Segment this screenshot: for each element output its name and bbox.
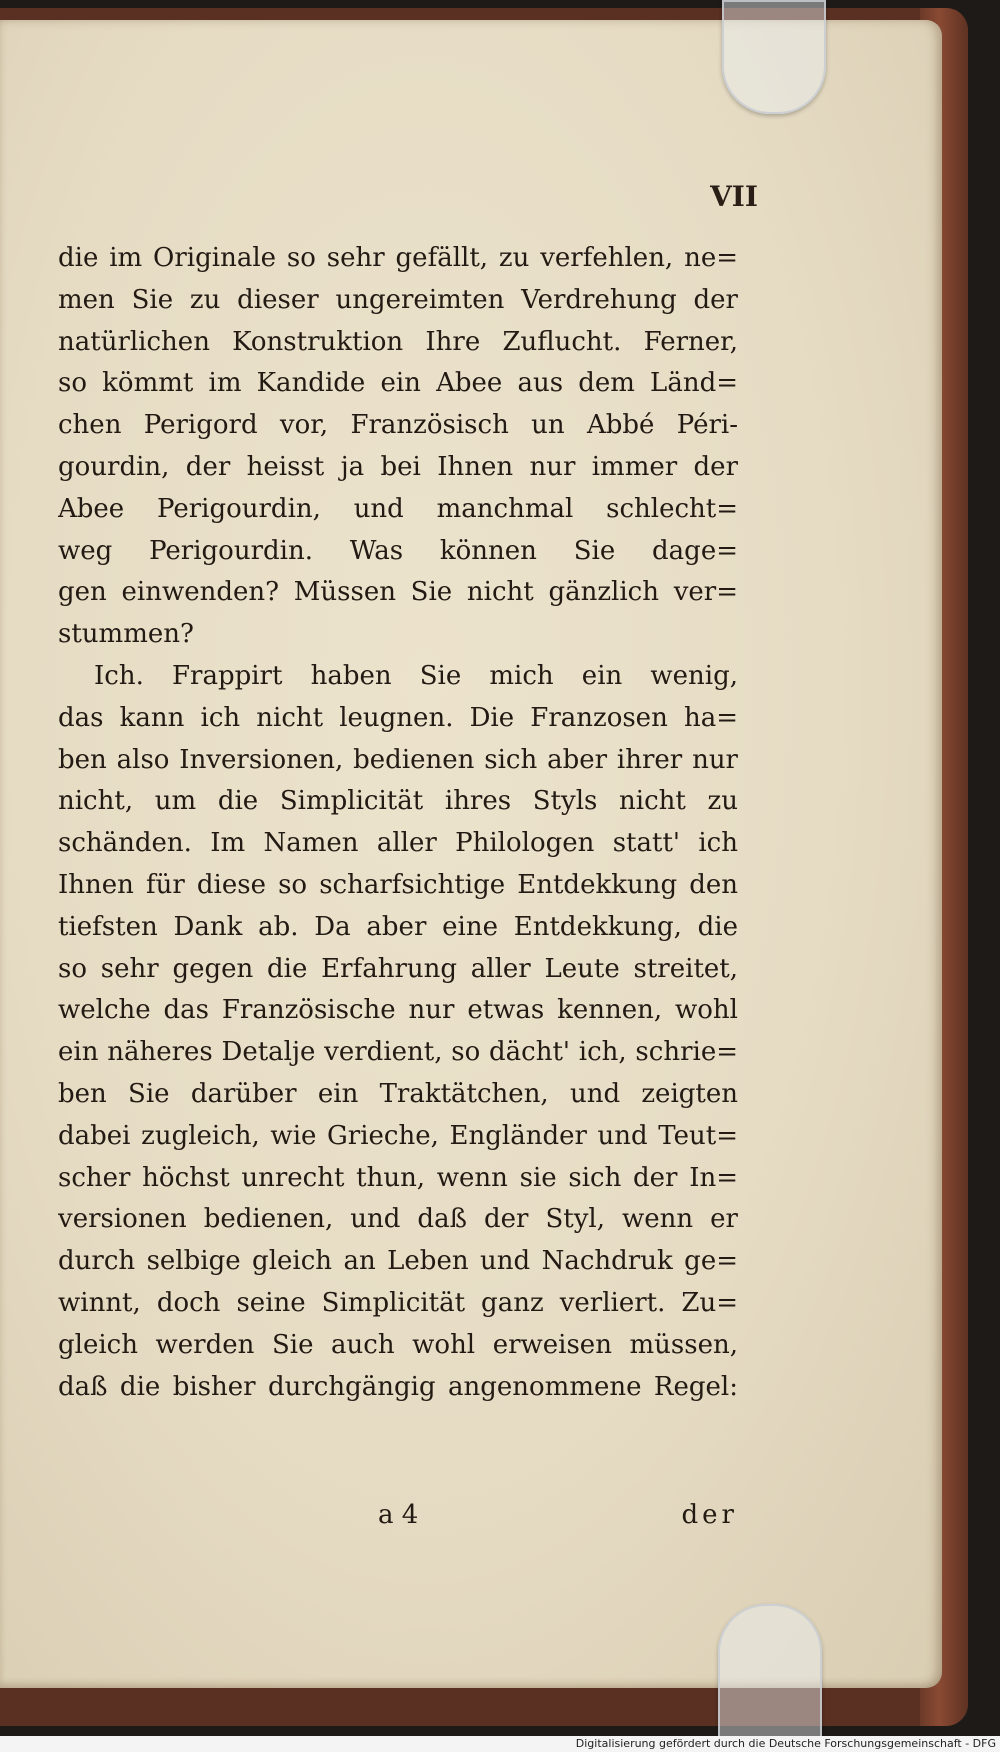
- page-clip-top: [722, 0, 826, 114]
- text-line: die im Originale so sehr gefällt, zu verfehlen, ne=: [58, 243, 738, 273]
- signature-mark: a 4: [378, 1500, 419, 1530]
- body-text: [58, 238, 738, 1408]
- text-line: nicht, um die Simplicität ihres Styls nicht zu: [58, 786, 738, 817]
- text-line: gourdin, der heisst ja bei Ihnen nur immer der: [58, 451, 738, 482]
- page-number: VII: [710, 180, 758, 213]
- text-line: gleich werden Sie auch wohl erweisen müssen,: [58, 1329, 738, 1360]
- text-line: ein näheres Detalje verdient, so dächt' ich, schrie=: [58, 1037, 738, 1068]
- text-line: winnt, doch seine Simplicität ganz verliert. Zu=: [58, 1287, 738, 1318]
- text-line: schänden. Im Namen aller Philologen statt' ich: [58, 828, 738, 859]
- text-line: durch selbige gleich an Leben und Nachdruk ge=: [58, 1246, 738, 1277]
- text-line: so kömmt im Kandide ein Abee aus dem Länd=: [58, 368, 738, 399]
- text-line: welche das Französische nur etwas kennen, wohl: [58, 995, 738, 1026]
- text-line: men Sie zu dieser ungereimten Verdrehung der: [58, 284, 738, 315]
- text-line: so sehr gegen die Erfahrung aller Leute streitet,: [58, 953, 738, 984]
- text-line: tiefsten Dank ab. Da aber eine Entdekkung, die: [58, 911, 738, 942]
- text-line: chen Perigord vor, Französisch un Abbé Péri-: [58, 410, 738, 441]
- text-line: Ich. Frappirt haben Sie mich ein wenig,: [94, 660, 738, 691]
- catchword: der: [681, 1500, 738, 1530]
- footer-credit: Digitalisierung gefördert durch die Deutsche Forschungsgemeinschaft - DFG: [575, 1737, 996, 1750]
- text-line: stummen?: [58, 619, 194, 650]
- text-line: natürlichen Konstruktion Ihre Zuflucht. Ferner,: [58, 326, 738, 357]
- text-line: daß die bisher durchgängig angenommene Regel:: [58, 1371, 738, 1402]
- page-clip-bottom: [718, 1604, 822, 1738]
- text-line: ben also Inversionen, bedienen sich aber ihrer nur: [58, 744, 738, 775]
- text-line: scher höchst unrecht thun, wenn sie sich der In=: [58, 1162, 738, 1193]
- text-line: ben Sie darüber ein Traktätchen, und zeigten: [58, 1078, 738, 1109]
- text-line: gen einwenden? Müssen Sie nicht gänzlich ver=: [58, 577, 738, 608]
- text-line: das kann ich nicht leugnen. Die Franzosen ha=: [58, 702, 738, 733]
- text-line: Abee Perigourdin, und manchmal schlecht=: [58, 493, 738, 524]
- text-line: weg Perigourdin. Was können Sie dage=: [58, 535, 738, 566]
- text-line: Ihnen für diese so scharfsichtige Entdekkung den: [58, 869, 738, 900]
- text-line: versionen bedienen, und daß der Styl, wenn er: [58, 1204, 738, 1235]
- text-line: dabei zugleich, wie Grieche, Engländer und Teut=: [58, 1120, 738, 1151]
